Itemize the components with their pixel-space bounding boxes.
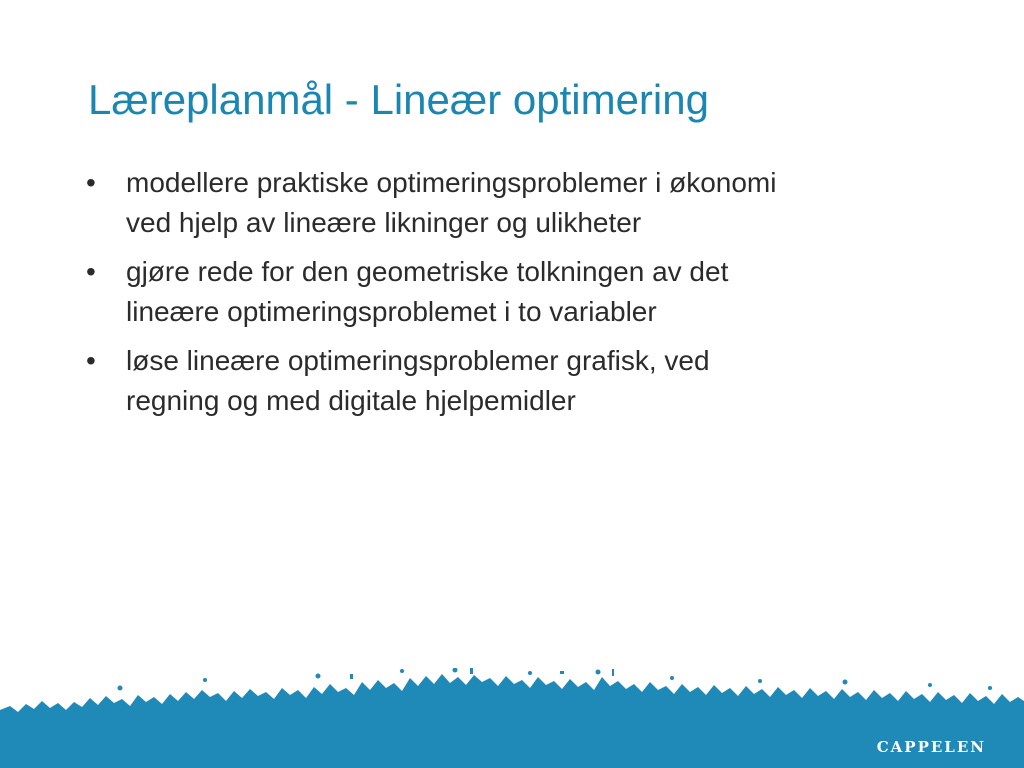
bullet-line: modellere praktiske optimeringsproblemer i økonomi — [126, 167, 777, 198]
bullet-line: gjøre rede for den geometriske tolkningen av det — [126, 256, 729, 287]
footer-band — [0, 668, 1024, 768]
bullet-line: regning og med digitale hjelpemidler — [126, 385, 576, 416]
splash-wave-decoration — [0, 668, 1024, 768]
slide-title: Læreplanmål - Lineær optimering — [88, 76, 709, 123]
bullet-line: løse lineære optimeringsproblemer grafisk, ved — [126, 345, 710, 376]
bullet-line: ved hjelp av lineære likninger og ulikheter — [126, 207, 642, 238]
bullet-marker: • — [86, 256, 96, 287]
footer-band-shape — [0, 674, 1024, 768]
bullet-marker: • — [86, 345, 96, 376]
bullet-list — [86, 163, 936, 430]
publisher-logo: CAPPELEN — [876, 738, 986, 756]
bullet-item — [86, 252, 936, 332]
bullet-item — [86, 341, 936, 421]
bullet-item — [86, 163, 936, 243]
bullet-line: lineære optimeringsproblemet i to variabler — [126, 296, 657, 327]
bullet-marker: • — [86, 167, 96, 198]
